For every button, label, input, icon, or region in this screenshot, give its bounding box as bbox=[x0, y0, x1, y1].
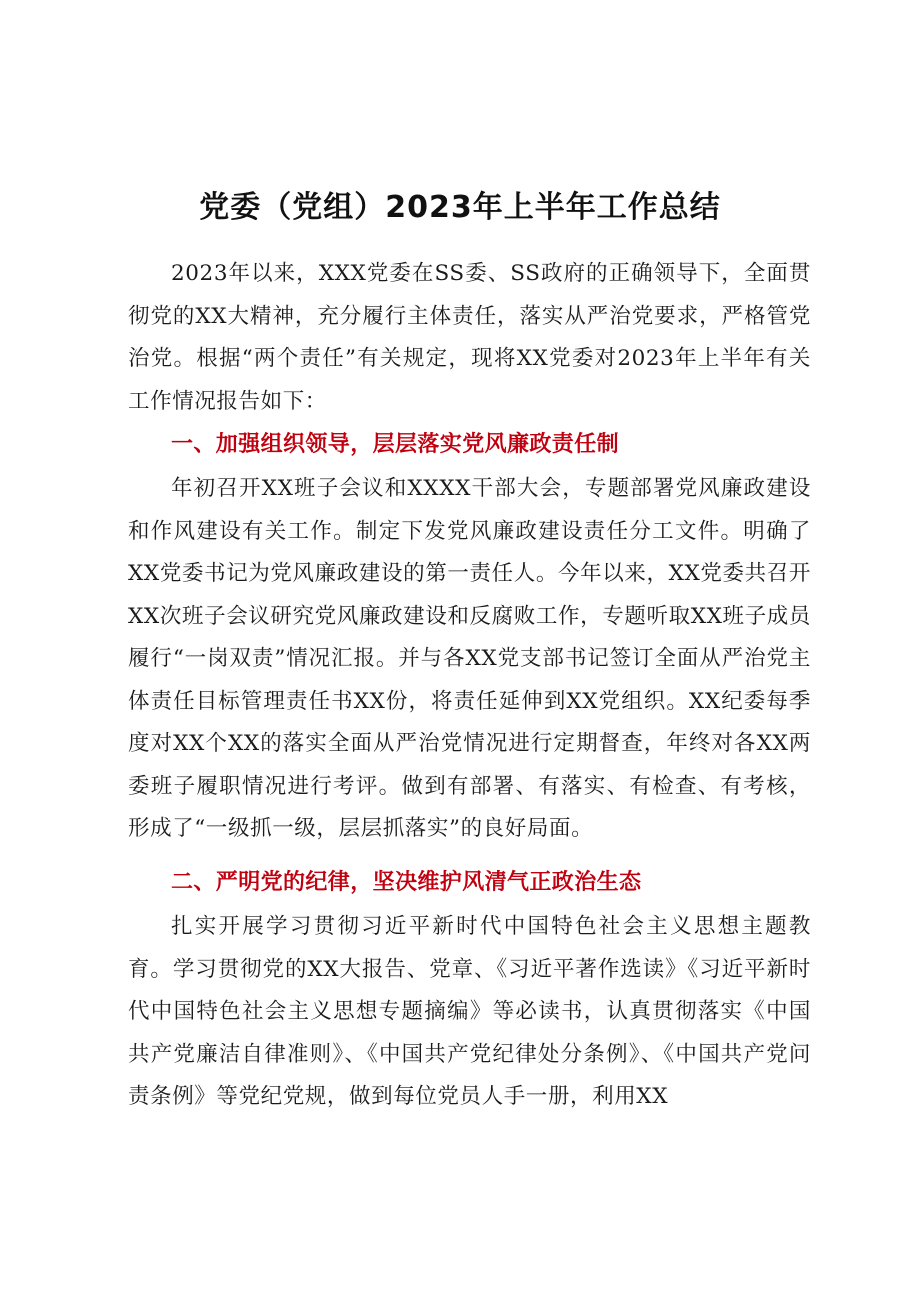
section-2-paragraph: 扎实开展学习贯彻习近平新时代中国特色社会主义思想主题教育。学习贯彻党的XX大报告、党章、《习近平著作选读》《习近平新时代中国特色社会主义思想专题摘编》等必读书，认真贯彻落实《中国共产党廉洁自律准则》、《中国共产党纪律处分条例》、《中国共产党问责条例》等党纪党规，做到每位党员人手一册，利用XX bbox=[128, 914, 811, 1109]
section-1-paragraph: 年初召开XX班子会议和XXXX干部大会，专题部署党风廉政建设和作风建设有关工作。制定下发党风廉政建设责任分工文件。明确了XX党委书记为党风廉政建设的第一责任人。今年以来，XX党委共召开XX次班子会议研究党风廉政建设和反腐败工作，专题听取XX班子成员履行“一岗双责”情况汇报。并与各XX党支部书记签订全面从严治党主体责任目标管理责任书XX份，将责任延伸到XX党组织。XX纪委每季度对XX个XX的落实全面从严治党情况进行定期督查，年终对各XX两委班子履职情况进行考评。做到有部署、有落实、有检查、有考核，形成了“一级抓一级，层层抓落实”的良好局面。 bbox=[128, 476, 811, 841]
document-title: 党委（党组）2023年上半年工作总结 bbox=[199, 190, 721, 225]
section-heading-2: 二、严明党的纪律，坚决维护风清气正政治生态 bbox=[171, 870, 642, 895]
section-heading-1: 一、加强组织领导，层层落实党风廉政责任制 bbox=[171, 432, 620, 457]
intro-paragraph: 2023年以来，XXX党委在SS委、SS政府的正确领导下，全面贯彻党的XX大精神，充分履行主体责任，落实从严治党要求，严格管党治党。根据“两个责任”有关规定，现将XX党委对2023年上半年有关工作情况报告如下： bbox=[128, 261, 811, 414]
